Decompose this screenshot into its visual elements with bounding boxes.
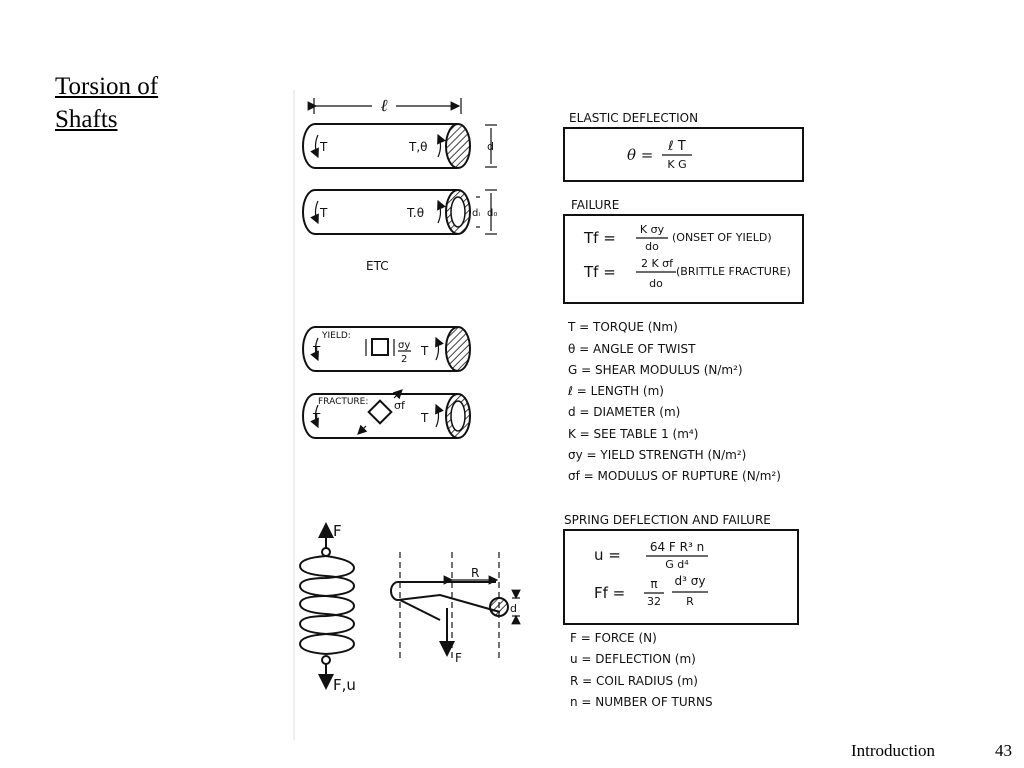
legend-item: σf = MODULUS OF RUPTURE (N/m²) (568, 469, 781, 483)
legend-item: θ = ANGLE OF TWIST (568, 342, 696, 356)
shaft2-torque-label: T (320, 206, 328, 220)
wire-section (490, 598, 508, 616)
shaft1-torque-angle-label: T,θ (409, 140, 428, 154)
failure-heading: FAILURE (571, 198, 620, 212)
spring-force-deflection: F,u (333, 676, 356, 694)
outer-diameter-label: d₀ (487, 208, 498, 219)
failure-row1-num: K σy (639, 223, 665, 236)
page-number: 43 (995, 741, 1012, 760)
wire-diameter-label: d (510, 602, 517, 615)
yield-label: YIELD: (322, 331, 351, 341)
legend-item: K = SEE TABLE 1 (m⁴) (568, 427, 699, 441)
shaft3-torque-label: T (313, 344, 321, 358)
spring-row2-den-b: R (686, 595, 694, 608)
elastic-numerator: ℓ T (668, 139, 686, 154)
legend-item: R = COIL RADIUS (m) (570, 674, 698, 688)
coil-force-label: F (455, 651, 462, 665)
slide-title-line1: Torsion of (55, 73, 159, 100)
failure-row2-num: 2 K σf (640, 257, 674, 270)
shaft2-torque-angle-label: T.θ (407, 206, 425, 220)
failure-row2-den: do (649, 277, 663, 290)
fracture-label: FRACTURE: (318, 397, 369, 407)
yield-stress-num: σy (398, 340, 411, 351)
elastic-deflection-section (564, 111, 803, 181)
legend-item: u = DEFLECTION (m) (570, 652, 696, 666)
solid-end-section (446, 124, 470, 168)
failure-row2-lhs: Tf = (584, 263, 616, 281)
legend-item: ℓ = LENGTH (m) (568, 384, 664, 398)
coil-detail (391, 552, 520, 665)
slide-title-line2: Shafts (55, 106, 118, 133)
shaft4-torque-label: T (313, 411, 321, 425)
legend-item: n = NUMBER OF TURNS (570, 695, 713, 709)
coil-radius-label: R (471, 566, 480, 580)
yield-stress-den: 2 (401, 354, 408, 365)
elastic-denominator: K G (667, 158, 687, 171)
length-symbol: ℓ (380, 96, 388, 116)
spring-row2-lhs: Ff = (594, 584, 626, 602)
spring-row1-den: G d⁴ (665, 558, 689, 571)
fracture-shaft (303, 390, 470, 438)
spring-heading: SPRING DEFLECTION AND FAILURE (564, 513, 771, 527)
failure-section (564, 198, 803, 303)
legend-item: G = SHEAR MODULUS (N/m²) (568, 363, 743, 377)
failure-row2-note: (BRITTLE FRACTURE) (676, 265, 791, 278)
shaft4-torque-right: T (421, 411, 429, 425)
legend-item: d = DIAMETER (m) (568, 405, 681, 419)
legend-item: σy = YIELD STRENGTH (N/m²) (568, 448, 747, 462)
solid-shaft (303, 124, 497, 168)
spring-row1-num: 64 F R³ n (649, 540, 705, 554)
coil-spring (300, 522, 356, 694)
fracture-element (369, 401, 392, 424)
fracture-stress-label: σf (394, 399, 405, 412)
failure-row1-lhs: Tf = (584, 229, 616, 247)
inner-diameter-label: dᵢ (472, 208, 481, 219)
spring-row1-lhs: u = (594, 546, 621, 564)
yield-element (372, 339, 388, 355)
length-dimension (314, 96, 461, 116)
failure-row1-note: (ONSET OF YIELD) (672, 231, 772, 244)
hollow-bore (451, 197, 465, 227)
legend-item: F = FORCE (N) (570, 631, 657, 645)
spring-force-top: F (333, 522, 342, 540)
spring-section (564, 513, 798, 624)
elastic-lhs: θ = (627, 146, 654, 164)
failure-row1-den: do (645, 240, 659, 253)
legend-item: T = TORQUE (Nm) (568, 320, 678, 334)
spring-row2-den-a: 32 (647, 595, 661, 608)
shaft1-torque-label: T (320, 140, 328, 154)
spring-row2-num-b: d³ σy (674, 574, 706, 588)
shaft1-diameter-label: d (487, 140, 494, 153)
spring-row2-num-a: π (650, 577, 658, 591)
elastic-heading: ELASTIC DEFLECTION (569, 111, 699, 125)
yield-shaft (303, 327, 470, 371)
etc-label: ETC (366, 259, 389, 273)
torsion-legend (567, 320, 781, 483)
shaft3-torque-right: T (421, 344, 429, 358)
spring-legend (570, 631, 713, 709)
footer-section-label: Introduction (851, 741, 936, 760)
hollow-shaft (303, 190, 497, 234)
